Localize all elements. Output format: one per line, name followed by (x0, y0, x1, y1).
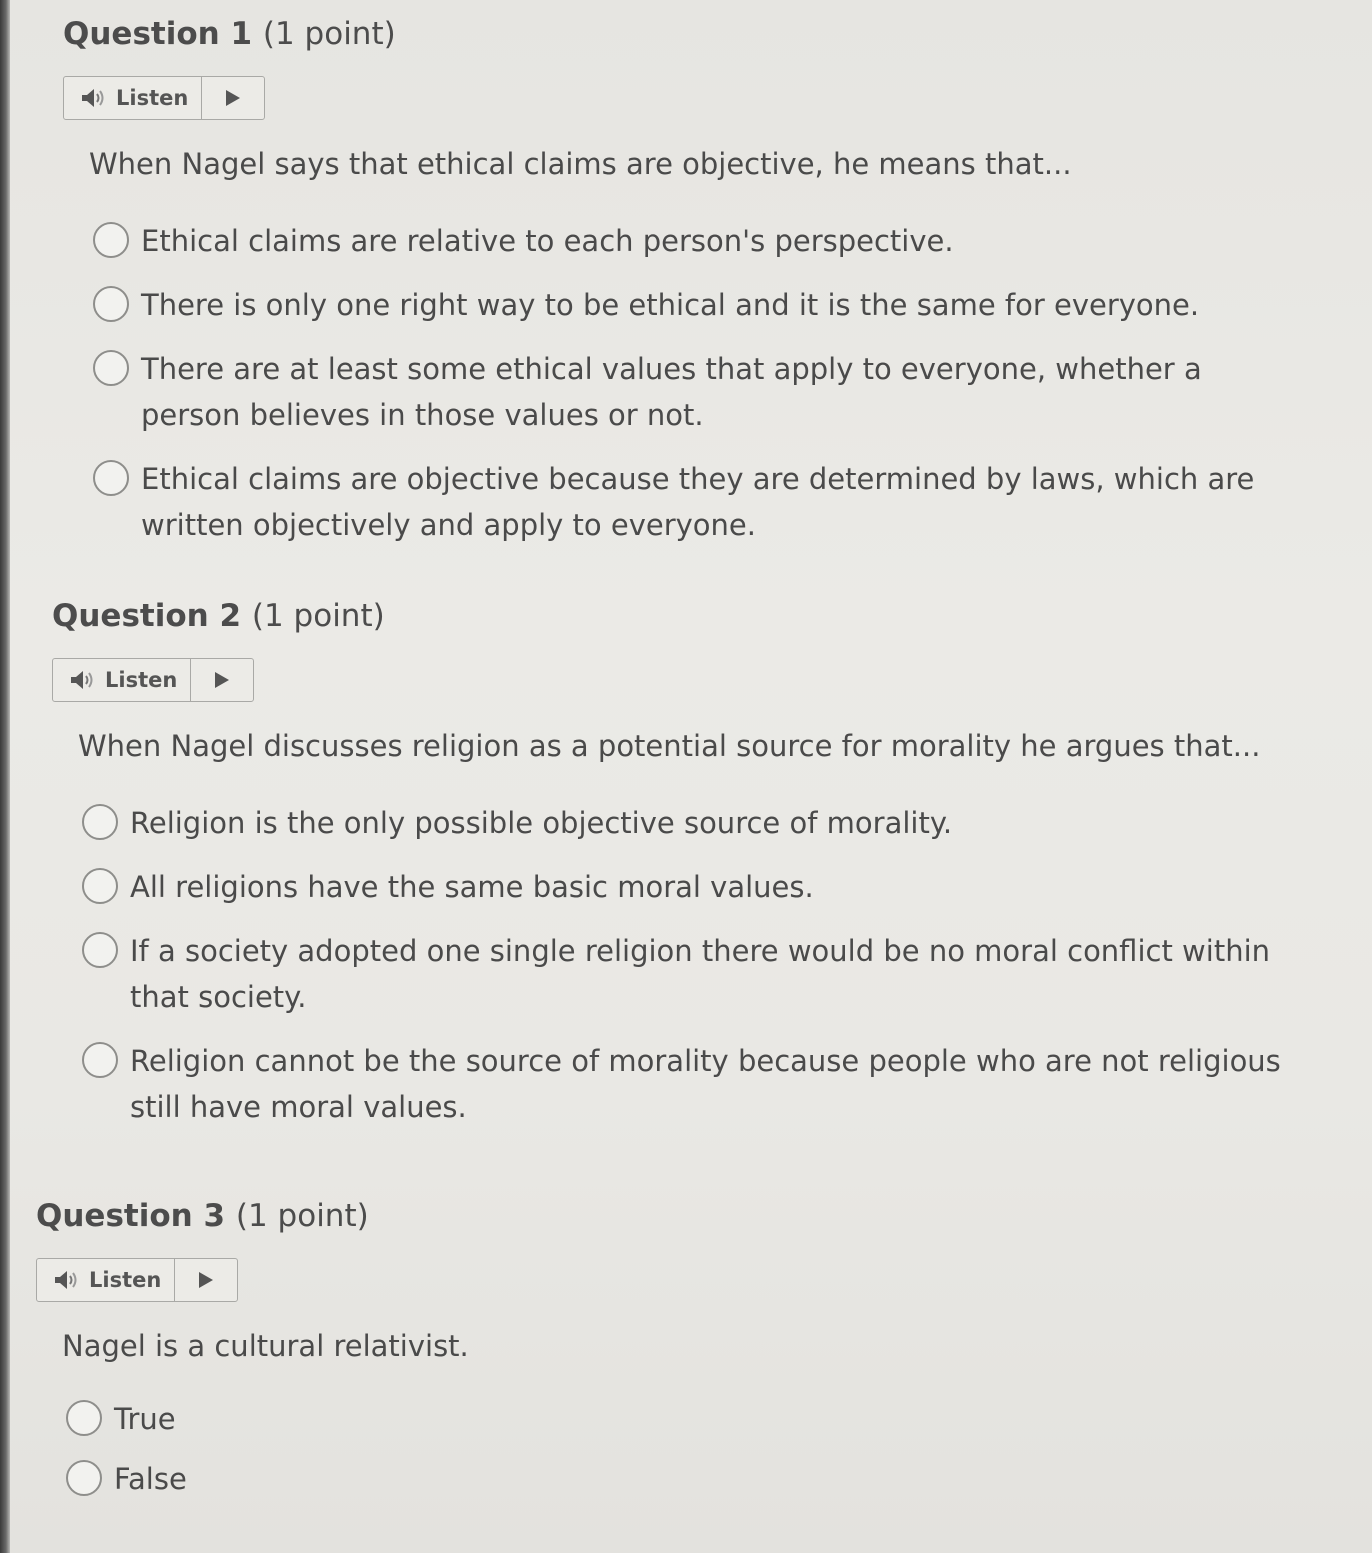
question-heading (52, 596, 1332, 636)
question-prompt: Nagel is a cultural relativist. (62, 1329, 469, 1363)
speaker-icon (69, 669, 95, 691)
question-1 (63, 14, 1333, 566)
question-title: Question 3 (36, 1198, 226, 1234)
question-points: (1 point) (262, 16, 396, 52)
question-prompt: When Nagel says that ethical claims are objective, he means that... (89, 147, 1072, 181)
question-prompt: When Nagel discusses religion as a potential source for morality he argues that... (78, 729, 1261, 763)
radio-button[interactable] (66, 1400, 102, 1436)
play-icon (197, 1270, 215, 1290)
answer-option[interactable] (82, 928, 1332, 1020)
question-heading (36, 1196, 1316, 1236)
answer-option[interactable] (82, 1038, 1332, 1130)
play-icon (213, 670, 231, 690)
answer-option[interactable] (93, 456, 1333, 548)
radio-button[interactable] (93, 460, 129, 496)
radio-button[interactable] (82, 868, 118, 904)
radio-button[interactable] (82, 1042, 118, 1078)
question-points: (1 point) (251, 598, 385, 634)
option-label: There is only one right way to be ethical and it is the same for everyone. (141, 288, 1200, 322)
speaker-icon (80, 87, 106, 109)
play-button[interactable] (202, 77, 264, 119)
radio-button[interactable] (93, 350, 129, 386)
listen-button[interactable] (37, 1259, 175, 1301)
listen-toolbar (52, 658, 254, 702)
option-label: All religions have the same basic moral values. (130, 870, 814, 904)
listen-label: Listen (105, 668, 178, 692)
option-label: If a society adopted one single religion there would be no moral conflict within that society. (130, 934, 1271, 1014)
question-title: Question 2 (52, 598, 242, 634)
option-label: Ethical claims are relative to each person's perspective. (141, 224, 954, 258)
play-icon (224, 88, 242, 108)
question-title: Question 1 (63, 16, 253, 52)
listen-toolbar (63, 76, 265, 120)
play-button[interactable] (175, 1259, 237, 1301)
option-label: False (114, 1462, 187, 1496)
option-label: There are at least some ethical values that apply to everyone, whether a person believes in those values or not. (141, 352, 1202, 432)
play-button[interactable] (191, 659, 253, 701)
question-points: (1 point) (235, 1198, 369, 1234)
answer-option[interactable] (82, 800, 1332, 846)
option-label: True (114, 1402, 176, 1436)
question-2 (52, 596, 1332, 1148)
question-heading (63, 14, 1333, 54)
answer-option[interactable] (93, 218, 1333, 264)
listen-button[interactable] (53, 659, 191, 701)
speaker-icon (53, 1269, 79, 1291)
listen-button[interactable] (64, 77, 202, 119)
radio-button[interactable] (66, 1460, 102, 1496)
answer-option[interactable] (66, 1456, 1316, 1502)
listen-toolbar (36, 1258, 238, 1302)
answer-option[interactable] (66, 1396, 1316, 1442)
radio-button[interactable] (93, 222, 129, 258)
answer-options (66, 1396, 1316, 1502)
answer-options (93, 218, 1333, 548)
radio-button[interactable] (82, 932, 118, 968)
answer-options (82, 800, 1332, 1130)
answer-option[interactable] (93, 282, 1333, 328)
option-label: Religion is the only possible objective source of morality. (130, 806, 953, 840)
listen-label: Listen (116, 86, 189, 110)
option-label: Ethical claims are objective because they are determined by laws, which are written objectively and apply to everyone. (141, 462, 1255, 542)
answer-option[interactable] (93, 346, 1333, 438)
radio-button[interactable] (93, 286, 129, 322)
radio-button[interactable] (82, 804, 118, 840)
question-3 (36, 1196, 1316, 1516)
listen-label: Listen (89, 1268, 162, 1292)
option-label: Religion cannot be the source of morality because people who are not religious still have moral values. (130, 1044, 1281, 1124)
answer-option[interactable] (82, 864, 1332, 910)
